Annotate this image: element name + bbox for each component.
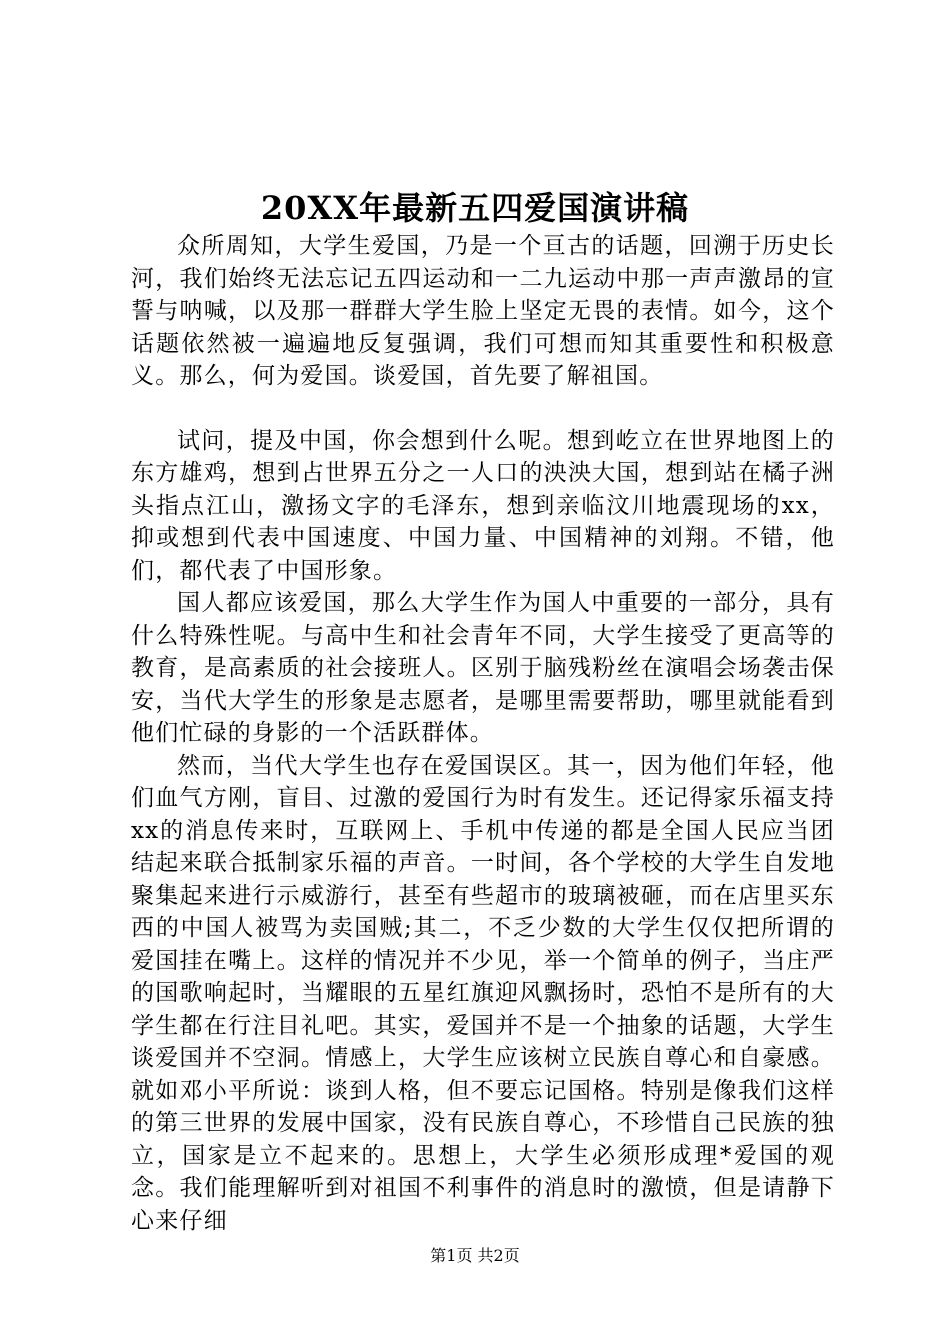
paragraph-2: 试问，提及中国，你会想到什么呢。想到屹立在世界地图上的东方雄鸡，想到占世界五分之一人口的泱泱大国，想到站在橘子洲头指点江山，激扬文字的毛泽东，想到亲临汶川地震现场的xx，抑或想到代表中国速度、中国力量、中国精神的刘翔。不错，他们，都代表了中国形象。 [131, 427, 835, 584]
page-number-footer: 第1页 共2页 [430, 1246, 520, 1265]
paragraph-4: 然而，当代大学生也存在爱国误区。其一，因为他们年轻，他们血气方刚，盲目、过激的爱国行为时有发生。还记得家乐福支持xx的消息传来时，互联网上、手机中传递的都是全国人民应当团结起来联合抵制家乐福的声音。一时间，各个学校的大学生自发地聚集起来进行示威游行，甚至有些超市的玻璃被砸，而在店里买东西的中国人被骂为卖国贼;其二，不乏少数的大学生仅仅把所谓的爱国挂在嘴上。这样的情况并不少见，举一个简单的例子，当庄严的国歌响起时，当耀眼的五星红旗迎风飘扬时，恐怕不是所有的大学生都在行注目礼吧。其实，爱国并不是一个抽象的话题，大学生谈爱国并不空洞。情感上，大学生应该树立民族自尊心和自豪感。就如邓小平所说：谈到人格，但不要忘记国格。特别是像我们这样的第三世界的发展中国家，没有民族自尊心，不珍惜自己民族的独立，国家是立不起来的。思想上，大学生必须形成理*爱国的观念。我们能理解听到对祖国不利事件的消息时的激愤，但是请静下心来仔细 [131, 752, 835, 1234]
paragraph-3: 国人都应该爱国，那么大学生作为国人中重要的一部分，具有什么特殊性呢。与高中生和社会青年不同，大学生接受了更高等的教育，是高素质的社会接班人。区别于脑残粉丝在演唱会场袭击保安，当代大学生的形象是志愿者，是哪里需要帮助，哪里就能看到他们忙碌的身影的一个活跃群体。 [131, 590, 835, 746]
document-body [131, 230, 835, 1237]
paragraph-1: 众所周知，大学生爱国，乃是一个亘古的话题，回溯于历史长河，我们始终无法忘记五四运动和一二九运动中那一声声激昂的宣誓与呐喊，以及那一群群大学生脸上坚定无畏的表情。如今，这个话题依然被一遍遍地反复强调，我们可想而知其重要性和积极意义。那么，何为爱国。谈爱国，首先要了解祖国。 [131, 233, 835, 389]
document-title: 20XX年最新五四爱国演讲稿 [260, 189, 690, 227]
